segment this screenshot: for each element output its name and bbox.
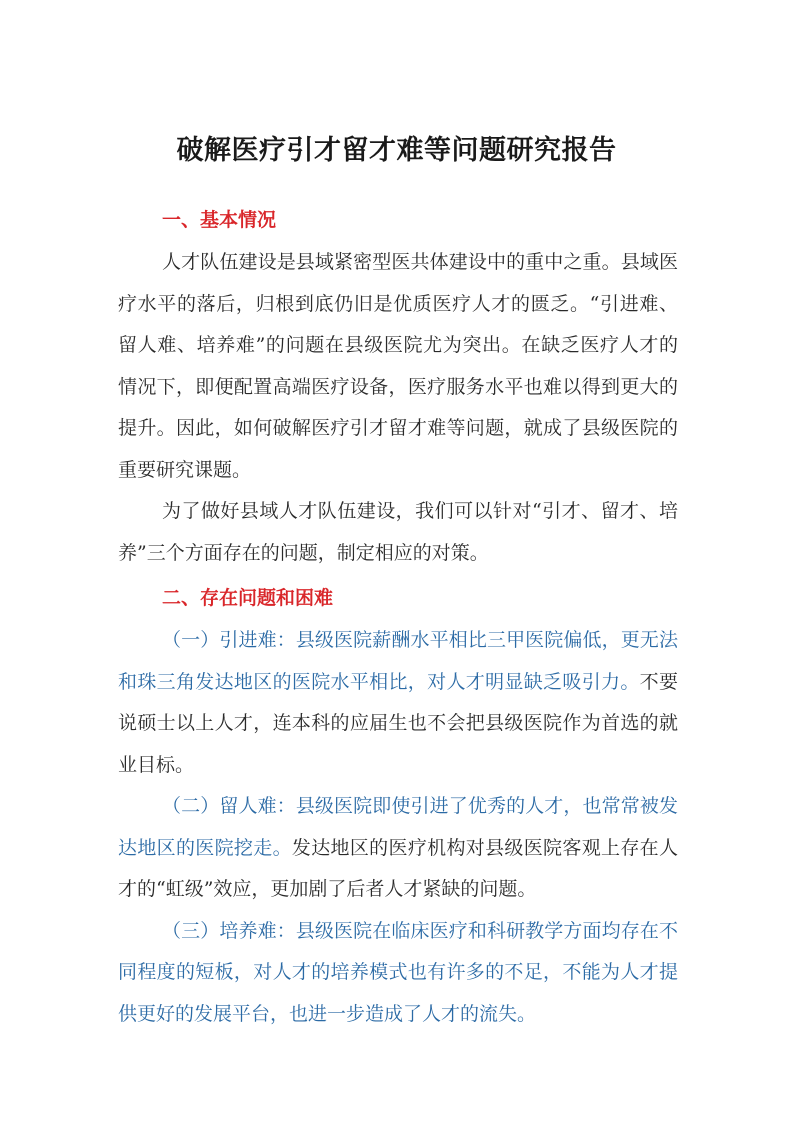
problem-item-train-lead: （三）培养难： [162,919,296,942]
problem-item-retain-lead: （二）留人难： [162,795,296,817]
section-heading-basic: 一、基本情况 [162,209,277,231]
problem-item-recruit-lead: （一）引进难： [162,629,296,651]
document-title: 破解医疗引才留才难等问题研究报告 [176,135,617,166]
section-heading-problems: 二、存在问题和困难 [162,587,334,609]
problem-item-train [118,911,678,1036]
problem-item-retain-rest: 发达地区的医疗机构对县级医院客观上存在人才的“虹级”效应，更加剧了后者人才紧缺的问题。 [118,836,678,900]
problem-item-recruit [118,620,678,786]
problem-item-retain [118,786,678,911]
document-body [118,198,678,1035]
paragraph-basic-2: 为了做好县域人才队伍建设，我们可以针对“引才、留才、培养”三个方面存在的问题，制定相应的对策。 [118,500,678,564]
problem-item-train-emphasis: 县级医院在临床医疗和科研教学方面均存在不同程度的短板，对人才的培养模式也有许多的不足，不能为人才提供更好的发展平台，也进一步造成了人才的流失。 [118,919,678,1025]
paragraph-basic-1: 人才队伍建设是县域紧密型医共体建设中的重中之重。县域医疗水平的落后，归根到底仍旧是优质医疗人才的匮乏。“引进难、留人难、培养难”的问题在县级医院尤为突出。在缺乏医疗人才的情况下，即便配置高端医疗设备，医疗服务水平也难以得到更大的提升。因此，如何破解医疗引才留才难等问题，就成了县级医院的重要研究课题。 [118,251,678,481]
problem-item-recruit-emphasis: 县级医院薪酬水平相比三甲医院偏低，更无法和珠三角发达地区的医院水平相比，对人才明显缺乏吸引力。 [118,629,678,693]
problem-item-retain-emphasis: 县级医院即使引进了优秀的人才，也常常被发达地区的医院挖走。 [118,795,678,859]
problem-item-recruit-rest: 不要说硕士以上人才，连本科的应届生也不会把县级医院作为首选的就业目标。 [118,670,678,776]
